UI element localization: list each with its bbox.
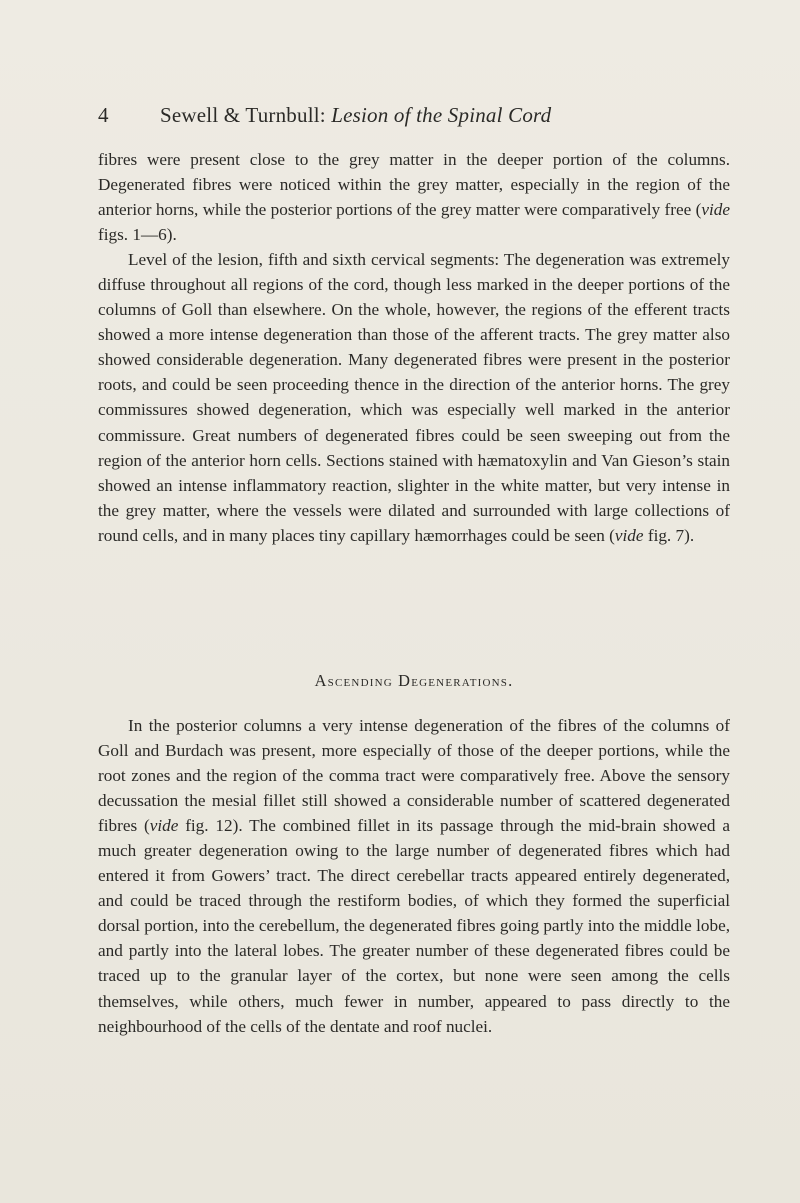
paragraph-text: figs. 1—6). [98, 225, 177, 245]
body-text-top [98, 147, 730, 548]
running-title-authors: Sewell & Turnbull: [160, 103, 326, 127]
paragraph [98, 713, 730, 1039]
paragraph-text: In the posterior columns a very intense degeneration of the fibres of the columns of Goll and Burdach was present, more especially of those of the deeper portions, while the root zones and the region of the comma tract were comparatively free. Above the sensory decussation the mesial fillet still showed a considerable number of scattered degenerated fibres ( [98, 716, 730, 836]
italic-text: vide [149, 816, 179, 836]
paragraph-text: fig. 7). [643, 525, 695, 545]
italic-text: vide [614, 525, 644, 545]
paragraph [98, 147, 730, 247]
paragraph-text: fig. 12). The combined fillet in its passage through the mid-brain showed a much greater degeneration owing to the large number of degenerated fibres which had entered it from Gowers’ tract. The direct cerebellar tracts appeared entirely degenerated, and could be traced through the restiform bodies, of which they formed the superficial dorsal portion, into the cerebellum, the degenerated fibres going partly into the middle lobe, and partly into the lateral lobes. The greater number of these degenerated fibres could be traced up to the granular layer of the cortex, but none were seen among the cells themselves, while others, much fewer in number, appeared to pass directly to the neighbourhood of the cells of the dentate and roof nuclei. [98, 816, 730, 1036]
page-number: 4 [98, 103, 109, 127]
running-title [160, 103, 551, 128]
paragraph-text: fibres were present close to the grey matter in the deeper portion of the columns. Degenerated fibres were noticed within the grey matter, especially in the region of the anterior horns, while the posterior portions of the grey matter were comparatively free ( [98, 150, 730, 220]
running-header [98, 103, 728, 133]
paragraph [98, 247, 730, 548]
italic-text: vide [701, 200, 730, 220]
body-text-bottom [98, 713, 730, 1039]
running-title-work: Lesion of the Spinal Cord [331, 103, 552, 127]
paragraph-text: Level of the lesion, fifth and sixth cervical segments: The degeneration was extremely diffuse throughout all regions of the cord, though less marked in the deeper portions of the columns of Goll than elsewhere. On the whole, however, the regions of the efferent tracts showed a more intense degeneration than those of the afferent tracts. The grey matter also showed considerable degeneration. Many degenerated fibres were present in the posterior roots, and could be seen proceeding thence in the direction of the anterior horns. The grey commissures showed degeneration, which was especially well marked in the anterior commissure. Great numbers of degenerated fibres could be seen sweeping out from the region of the anterior horn cells. Sections stained with hæmatoxylin and Van Gieson’s stain showed an intense inflammatory reaction, slighter in the white matter, but very intense in the grey matter, where the vessels were dilated and surrounded with large collections of round cells, and in many places tiny capillary hæmorrhages could be seen ( [98, 250, 730, 545]
section-heading: Ascending Degenerations. [314, 671, 514, 690]
